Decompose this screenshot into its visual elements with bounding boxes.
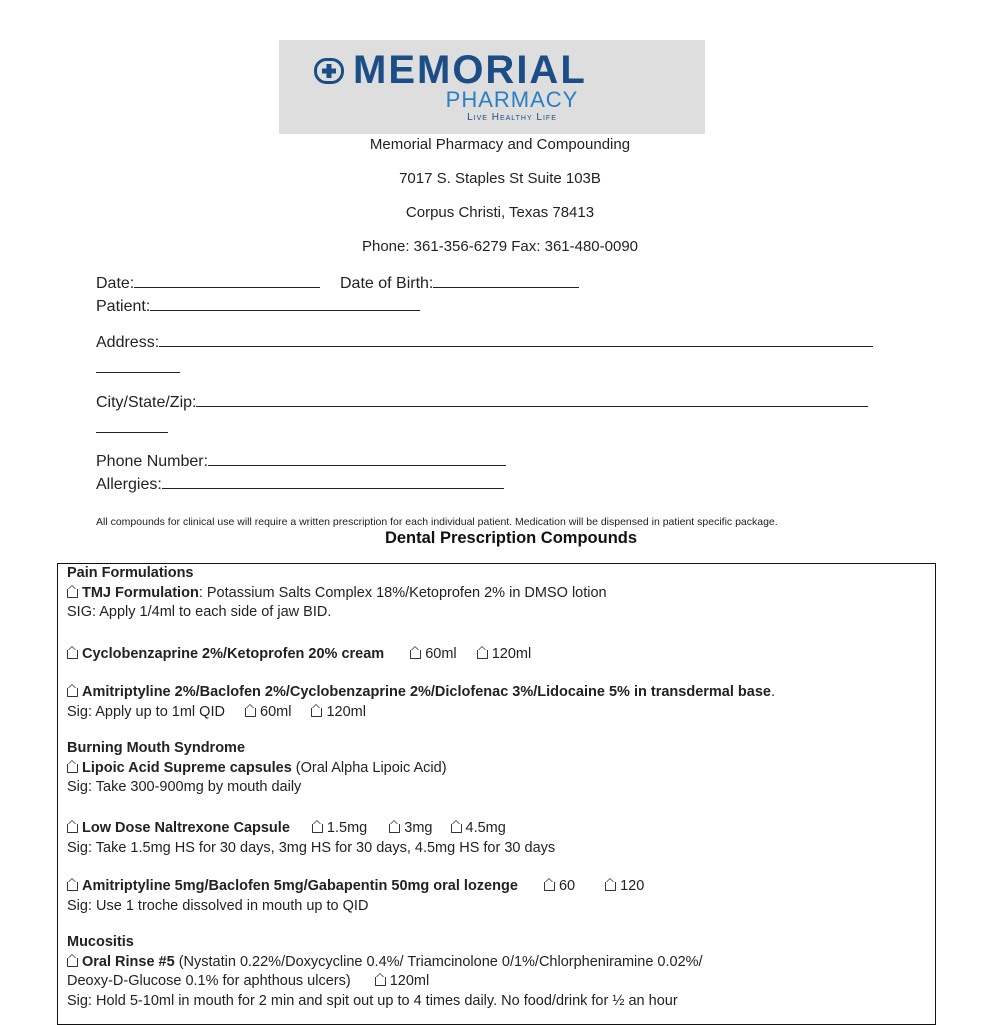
option-label: 120ml bbox=[389, 973, 430, 989]
bms-heading: Burning Mouth Syndrome bbox=[67, 740, 246, 756]
checkbox-icon[interactable] bbox=[67, 882, 78, 891]
cyclo-name: Cyclobenzaprine 2%/Ketoprofen 20% cream bbox=[82, 646, 385, 662]
ami-option-1[interactable] bbox=[245, 704, 291, 720]
checkbox-icon[interactable] bbox=[311, 708, 322, 717]
date-field[interactable] bbox=[96, 273, 320, 293]
cyclo-item[interactable] bbox=[67, 645, 929, 665]
rinse-sig: Sig: Hold 5-10ml in mouth for 2 min and spit out up to 4 times daily. No food/drink for ½ an hour bbox=[67, 992, 678, 1009]
prescription-notice: All compounds for clinical use will require a written prescription for each individual patient. Medication will be dispensed in patient specific package. bbox=[96, 516, 778, 528]
logo-subtitle: PHARMACY bbox=[445, 87, 579, 112]
city-continuation[interactable] bbox=[96, 418, 168, 438]
checkbox-icon[interactable] bbox=[477, 650, 488, 659]
allergies-label: Allergies: bbox=[96, 476, 162, 493]
checkbox-icon[interactable] bbox=[245, 708, 256, 717]
address-line-continued[interactable] bbox=[96, 358, 180, 373]
rinse-desc: (Nystatin 0.22%/Doxycycline 0.4%/ Triamcinolone 0/1%/Chlorpheniramine 0.02%/ bbox=[174, 953, 703, 970]
tmj-name: TMJ Formulation bbox=[82, 584, 199, 601]
option-label: 3mg bbox=[404, 820, 433, 836]
dob-field[interactable] bbox=[340, 273, 579, 293]
date-line[interactable] bbox=[134, 273, 320, 288]
city-state-zip-field[interactable] bbox=[96, 392, 868, 412]
pain-heading: Pain Formulations bbox=[67, 565, 194, 581]
checkbox-icon[interactable] bbox=[67, 824, 78, 833]
checkbox-icon[interactable] bbox=[451, 824, 462, 833]
phone-number-field[interactable] bbox=[96, 451, 506, 471]
checkbox-icon[interactable] bbox=[312, 824, 323, 833]
lipoic-item[interactable] bbox=[67, 759, 929, 779]
cyclo-option-1[interactable] bbox=[410, 646, 456, 662]
logo-tagline: Live Healthy Life bbox=[467, 112, 557, 123]
address-line-2: Corpus Christi, Texas 78413 bbox=[405, 204, 595, 221]
lipoic-name: Lipoic Acid Supreme capsules bbox=[82, 759, 292, 776]
patient-line[interactable] bbox=[150, 296, 420, 311]
tmj-item[interactable] bbox=[67, 584, 929, 604]
ami-sig: Sig: Apply up to 1ml QID bbox=[67, 703, 225, 720]
rinse-option-1[interactable] bbox=[375, 973, 430, 989]
option-label: 120ml bbox=[491, 646, 532, 662]
address-line[interactable] bbox=[159, 332, 873, 347]
lipoic-sig: Sig: Take 300-900mg by mouth daily bbox=[67, 779, 302, 795]
ami-item[interactable] bbox=[67, 683, 929, 722]
checkbox-icon[interactable] bbox=[544, 882, 555, 891]
phone-fax: Phone: 361-356-6279 Fax: 361-480-0090 bbox=[361, 238, 639, 255]
business-name: Memorial Pharmacy and Compounding bbox=[369, 136, 631, 153]
pain-section bbox=[67, 564, 929, 623]
rinse-name: Oral Rinse #5 bbox=[82, 953, 175, 970]
rinse-item[interactable] bbox=[67, 953, 929, 973]
tmj-sig: SIG: Apply 1/4ml to each side of jaw BID. bbox=[67, 604, 332, 620]
lozenge-option-2[interactable] bbox=[605, 878, 644, 894]
allergies-line[interactable] bbox=[162, 474, 504, 489]
mucositis-heading: Mucositis bbox=[67, 934, 134, 950]
address-field[interactable] bbox=[96, 332, 873, 352]
ldn-option-2[interactable] bbox=[389, 820, 432, 836]
checkbox-icon[interactable] bbox=[67, 958, 78, 967]
dob-line[interactable] bbox=[433, 273, 579, 288]
address-continuation[interactable] bbox=[96, 358, 180, 378]
bms-section bbox=[67, 739, 929, 798]
option-label: 120 bbox=[620, 878, 645, 894]
phone-line[interactable] bbox=[208, 451, 506, 466]
option-label: 60ml bbox=[260, 703, 292, 720]
city-line-continued[interactable] bbox=[96, 418, 168, 433]
rinse-desc-2: Deoxy-D-Glucose 0.1% for aphthous ulcers) bbox=[67, 973, 351, 989]
checkbox-icon[interactable] bbox=[67, 650, 78, 659]
lozenge-name: Amitriptyline 5mg/Baclofen 5mg/Gabapentin 50mg oral lozenge bbox=[82, 878, 518, 894]
section-title: Dental Prescription Compounds bbox=[384, 529, 638, 547]
logo-name: MEMORIAL bbox=[353, 48, 587, 92]
checkbox-icon[interactable] bbox=[389, 824, 400, 833]
ldn-name: Low Dose Naltrexone Capsule bbox=[82, 820, 290, 836]
option-label: 60ml bbox=[425, 646, 457, 662]
lozenge-option-1[interactable] bbox=[544, 878, 575, 894]
address-label: Address: bbox=[96, 334, 160, 351]
checkbox-icon[interactable] bbox=[67, 688, 78, 697]
cyclo-option-2[interactable] bbox=[477, 646, 532, 662]
allergies-field[interactable] bbox=[96, 474, 504, 494]
ami-name: Amitriptyline 2%/Baclofen 2%/Cyclobenzaprine 2%/Diclofenac 3%/Lidocaine 5% in transdermal base bbox=[82, 684, 771, 700]
city-label: City/State/Zip: bbox=[96, 394, 197, 411]
checkbox-icon[interactable] bbox=[605, 882, 616, 891]
checkbox-icon[interactable] bbox=[375, 977, 386, 986]
dob-label: Date of Birth: bbox=[340, 275, 434, 292]
option-label: 1.5mg bbox=[326, 820, 368, 836]
tmj-desc: : Potassium Salts Complex 18%/Ketoprofen 2% in DMSO lotion bbox=[198, 584, 607, 601]
checkbox-icon[interactable] bbox=[410, 650, 421, 659]
date-label: Date: bbox=[96, 275, 135, 292]
ami-option-2[interactable] bbox=[311, 704, 366, 720]
ldn-item[interactable] bbox=[67, 819, 929, 858]
compounds-box bbox=[57, 563, 936, 1025]
lozenge-sig: Sig: Use 1 troche dissolved in mouth up to QID bbox=[67, 897, 369, 914]
checkbox-icon[interactable] bbox=[67, 589, 78, 598]
medical-cross-icon bbox=[314, 58, 344, 84]
patient-field[interactable] bbox=[96, 296, 420, 316]
city-line[interactable] bbox=[196, 392, 868, 407]
pharmacy-logo bbox=[279, 40, 705, 134]
option-label: 4.5mg bbox=[465, 820, 506, 836]
mucositis-section bbox=[67, 933, 929, 1011]
lipoic-desc: (Oral Alpha Lipoic Acid) bbox=[291, 759, 447, 776]
ldn-option-3[interactable] bbox=[451, 820, 506, 836]
phone-label: Phone Number: bbox=[96, 453, 209, 470]
ldn-sig: Sig: Take 1.5mg HS for 30 days, 3mg HS for 30 days, 4.5mg HS for 30 days bbox=[67, 839, 556, 856]
option-label: 60 bbox=[558, 878, 576, 894]
patient-label: Patient: bbox=[96, 298, 151, 315]
checkbox-icon[interactable] bbox=[67, 764, 78, 773]
lozenge-item[interactable] bbox=[67, 877, 929, 916]
ldn-option-1[interactable] bbox=[312, 820, 367, 836]
option-label: 120ml bbox=[326, 703, 366, 720]
ami-period: . bbox=[770, 684, 775, 700]
address-line-1: 7017 S. Staples St Suite 103B bbox=[399, 170, 601, 187]
